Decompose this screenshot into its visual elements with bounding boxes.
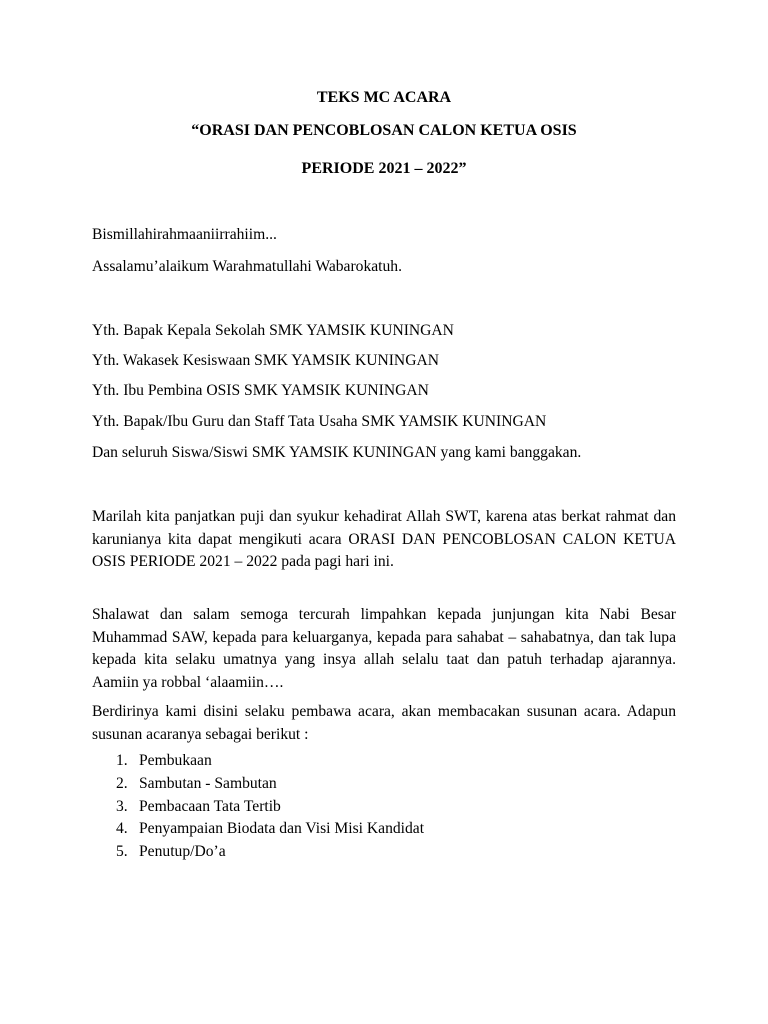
list-item-label: Penutup/Do’a [139, 843, 226, 861]
list-item-label: Sambutan - Sambutan [139, 774, 277, 792]
addressee-line: Yth. Bapak/Ibu Guru dan Staff Tata Usaha SMK YAMSIK KUNINGAN [92, 413, 547, 430]
list-item-label: Penyampaian Biodata dan Visi Misi Kandidat [139, 820, 425, 838]
addressee-line: Yth. Ibu Pembina OSIS SMK YAMSIK KUNINGAN [92, 382, 429, 399]
paragraph-shalawat: Shalawat dan salam semoga tercurah limpahkan kepada junjungan kita Nabi Besar Muhammad SAW, kepada para keluarganya, kepada para sahabat – sahabatnya, dan tak lupa kepada kita selaku umatnya yang insya allah selalu taat dan patuh terhadap ajarannya. Aamiin ya robbal ‘alaamiin…. [92, 606, 676, 691]
list-item-number: 2. [116, 774, 128, 792]
list-item-number: 1. [116, 752, 128, 769]
addressee-line: Dan seluruh Siswa/Siswi SMK YAMSIK KUNINGAN yang kami banggakan. [92, 444, 582, 461]
list-item-label: Pembukaan [139, 752, 212, 769]
doc-title: TEKS MC ACARA [316, 89, 452, 106]
addressee-line: Yth. Bapak Kepala Sekolah SMK YAMSIK KUNINGAN [92, 322, 454, 339]
doc-subtitle: “ORASI DAN PENCOBLOSAN CALON KETUA OSIS [191, 122, 577, 139]
list-item-number: 3. [116, 797, 128, 815]
greeting-bismillah: Bismillahirahmaaniirrahiim... [92, 226, 277, 243]
list-item-label: Pembacaan Tata Tertib [139, 797, 281, 815]
paragraph-agenda-intro: Berdirinya kami disini selaku pembawa acara, akan membacakan susunan acara. Adapun susunan acaranya sebagai berikut : [92, 703, 676, 743]
paragraph-opening: Marilah kita panjatkan puji dan syukur kehadirat Allah SWT, karena atas berkat rahmat dan karunianya kita dapat mengikuti acara ORASI DAN PENCOBLOSAN CALON KETUA OSIS PERIODE 2021 – 2022 pada pagi hari ini. [92, 508, 676, 570]
greeting-salam: Assalamu’alaikum Warahmatullahi Wabarokatuh. [92, 258, 402, 275]
doc-subtitle-period: PERIODE 2021 – 2022” [301, 160, 467, 177]
list-item-number: 5. [116, 843, 128, 861]
addressee-line: Yth. Wakasek Kesiswaan SMK YAMSIK KUNINGAN [92, 352, 439, 369]
list-item-number: 4. [116, 820, 128, 838]
